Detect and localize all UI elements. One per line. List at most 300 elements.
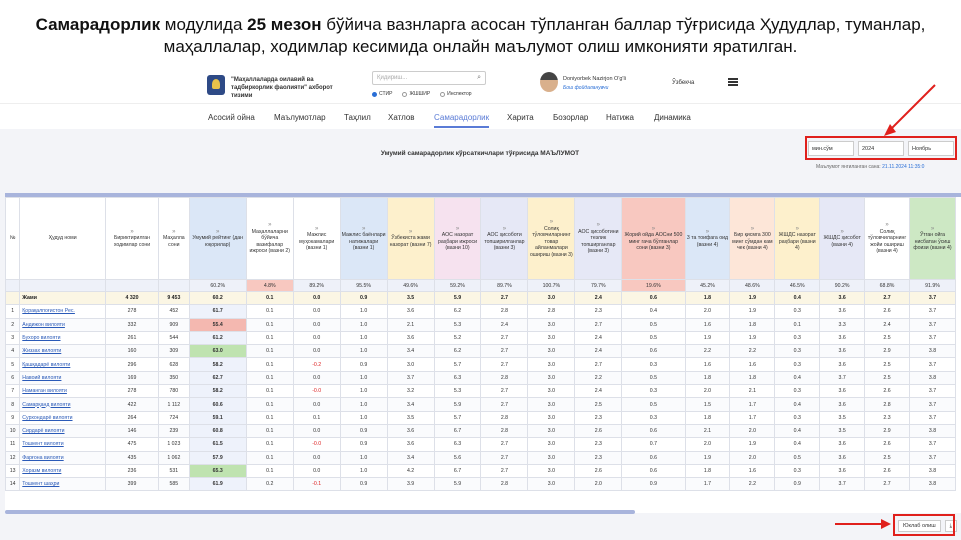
table-cell: 0.1: [246, 385, 293, 398]
table-cell: 3.8: [909, 464, 955, 477]
table-cell: 350: [159, 371, 190, 384]
column-header[interactable]: » Солиқ тўловчиларнинг товар айланмалари ошириш (вазни 3): [528, 198, 575, 280]
system-title: "Маҳаллаларда оилавий ва тадбиркорлик фаолияти" ахборот тизими: [231, 77, 333, 99]
table-cell: 2.4: [575, 292, 622, 305]
table-cell: 3.6: [820, 385, 865, 398]
table-cell: 3.7: [909, 385, 955, 398]
table-cell[interactable]: Тошкент шаҳри: [20, 478, 106, 491]
table-cell: 3.2: [387, 385, 434, 398]
table-cell: 2.4: [865, 318, 910, 331]
table-cell: 0.3: [775, 411, 820, 424]
table-cell: 2.2: [730, 478, 775, 491]
column-header[interactable]: » АОС ҳисоботини тезлик топширганлар (вазни 3): [575, 198, 622, 280]
table-cell: 3.6: [387, 438, 434, 451]
column-header[interactable]: » 3 та тоифага оид (вазни 4): [685, 198, 730, 280]
table-cell: 19.6%: [622, 280, 685, 292]
table-cell: [6, 280, 20, 292]
table-cell: 296: [105, 358, 158, 371]
nav-malumotlar[interactable]: Маълумотлар: [274, 113, 326, 122]
table-title: Умумий самарадорлик кўрсаткичлари тўғрисида МАЪЛУМОТ: [380, 150, 580, 157]
table-cell: -0.1: [293, 478, 340, 491]
table-row: [6, 411, 956, 424]
table-cell: [6, 292, 20, 305]
table-cell: 3.7: [909, 398, 955, 411]
table-cell: 422: [105, 398, 158, 411]
column-header[interactable]: » Мажлис баёнлари натижалари (вазни 1): [340, 198, 387, 280]
radio-inspector[interactable]: Инспектор: [440, 91, 471, 97]
table-cell: 2.8: [481, 371, 528, 384]
table-cell: 61.7: [189, 305, 246, 318]
table-cell[interactable]: Жиззах вилояти: [20, 345, 106, 358]
table-cell: 3.6: [820, 345, 865, 358]
table-cell: 3.0: [528, 345, 575, 358]
table-cell: 3.7: [909, 451, 955, 464]
table-cell: 60.8: [189, 424, 246, 437]
table-cell: 4: [6, 345, 20, 358]
table-cell: 1 023: [159, 438, 190, 451]
export-button[interactable]: Юклаб олиш: [898, 520, 941, 532]
table-cell: 0.4: [775, 292, 820, 305]
table-row: [6, 358, 956, 371]
table-cell: 0.4: [775, 371, 820, 384]
table-cell[interactable]: Тошкент вилояти: [20, 438, 106, 451]
table-cell: 61.5: [189, 438, 246, 451]
table-cell: 0.6: [622, 292, 685, 305]
table-cell: 60.2: [189, 292, 246, 305]
table-cell: 1.0: [340, 451, 387, 464]
table-cell: 1.8: [685, 464, 730, 477]
table-cell: 2.8: [481, 305, 528, 318]
table-cell: 3.7: [909, 331, 955, 344]
table-cell: 0.0: [293, 345, 340, 358]
table-cell: 0.0: [293, 371, 340, 384]
table-cell: 0.0: [293, 292, 340, 305]
table-cell: 264: [105, 411, 158, 424]
horizontal-scrollbar[interactable]: [5, 510, 635, 514]
table-cell: 169: [105, 371, 158, 384]
table-cell: 1.0: [340, 411, 387, 424]
table-cell: 3.8: [909, 371, 955, 384]
table-cell: 3.0: [528, 424, 575, 437]
table-row: [6, 451, 956, 464]
table-cell: 3.7: [909, 438, 955, 451]
table-cell: 0.0: [293, 305, 340, 318]
table-cell: 435: [105, 451, 158, 464]
table-cell: 0.0: [293, 451, 340, 464]
table-cell[interactable]: Хоразм вилояти: [20, 464, 106, 477]
table-cell: 0.1: [246, 424, 293, 437]
table-cell: 68.8%: [865, 280, 910, 292]
table-cell: 12: [6, 451, 20, 464]
table-cell: 2.6: [865, 464, 910, 477]
table-cell: 6: [6, 371, 20, 384]
column-header[interactable]: » Жорий ойда АОСни 500 минг гача бўлганлар сони (вазни 3): [622, 198, 685, 280]
table-cell[interactable]: Қорақалпоғистон Рес.: [20, 305, 106, 318]
table-cell: 0.0: [293, 331, 340, 344]
table-cell: 1: [6, 305, 20, 318]
table-cell: 0.5: [622, 371, 685, 384]
table-cell: 3.7: [909, 318, 955, 331]
table-cell: 0.1: [775, 318, 820, 331]
table-cell: 45.2%: [685, 280, 730, 292]
table-cell: 399: [105, 478, 158, 491]
table-cell: 531: [159, 464, 190, 477]
table-cell: 1.0: [340, 345, 387, 358]
table-cell[interactable]: Навоий вилояти: [20, 371, 106, 384]
table-cell: 2.6: [865, 438, 910, 451]
table-cell: 2.7: [865, 292, 910, 305]
table-cell: 2.7: [481, 345, 528, 358]
table-cell: 3.6: [820, 305, 865, 318]
table-cell: 0.1: [246, 411, 293, 424]
table-cell: 9 453: [159, 292, 190, 305]
table-cell: 0.5: [622, 331, 685, 344]
table-cell: 3.0: [528, 451, 575, 464]
table-cell: 4.2: [387, 464, 434, 477]
main-nav: [0, 103, 961, 129]
table-cell: 3.0: [528, 464, 575, 477]
table-cell: 10: [6, 424, 20, 437]
table-cell: 14: [6, 478, 20, 491]
table-row: [6, 385, 956, 398]
table-cell: [105, 280, 158, 292]
table-cell: 3.5: [820, 411, 865, 424]
table-cell: 475: [105, 438, 158, 451]
table-cell: 1.8: [685, 411, 730, 424]
table-cell: 3.6: [820, 331, 865, 344]
table-cell: 2.8: [481, 424, 528, 437]
table-cell: 8: [6, 398, 20, 411]
table-cell: 63.0: [189, 345, 246, 358]
table-cell: 2.9: [865, 424, 910, 437]
table-cell: 1.6: [730, 358, 775, 371]
month-select[interactable]: Ноябрь: [908, 141, 954, 156]
column-header[interactable]: » Ўтган ойга нисбатан ўсиш фоизи (вазни 4): [909, 198, 955, 280]
table-cell: 59.1: [189, 411, 246, 424]
table-cell: 3.5: [820, 424, 865, 437]
nav-dinamika[interactable]: Динамика: [654, 113, 691, 122]
table-cell: 3.6: [820, 451, 865, 464]
table-cell[interactable]: Андижон вилояти: [20, 318, 106, 331]
nav-hatlov[interactable]: Хатлов: [388, 113, 415, 122]
table-cell: 0.1: [246, 331, 293, 344]
table-cell: 0.9: [340, 424, 387, 437]
table-cell: 2.7: [481, 292, 528, 305]
table-cell: 2.0: [575, 478, 622, 491]
table-cell: 1.8: [730, 371, 775, 384]
table-cell: 2.9: [865, 345, 910, 358]
table-cell: 2.7: [481, 331, 528, 344]
table-cell: 0.1: [246, 345, 293, 358]
table-cell: 3.6: [387, 331, 434, 344]
table-cell: 2.0: [685, 438, 730, 451]
table-cell: 0.3: [775, 385, 820, 398]
table-cell: 1 062: [159, 451, 190, 464]
nav-samaradorlik[interactable]: Самарадорлик: [434, 113, 489, 128]
table-cell: 3.4: [387, 398, 434, 411]
table-cell: 0.2: [246, 478, 293, 491]
table-cell: 0.5: [775, 451, 820, 464]
table-cell[interactable]: Бухоро вилояти: [20, 331, 106, 344]
table-cell: 0.1: [246, 305, 293, 318]
radio-stir[interactable]: СТИР: [372, 91, 392, 97]
table-cell: 3.7: [909, 292, 955, 305]
column-header[interactable]: » Бир қисмга 300 минг сўмдан кам чек (вазни 4): [730, 198, 775, 280]
table-cell[interactable]: Фарғона вилояти: [20, 451, 106, 464]
table-cell: 5.9: [434, 478, 481, 491]
table-cell: 2.7: [481, 385, 528, 398]
table-cell: 5.9: [434, 398, 481, 411]
table-cell: 62.7: [189, 371, 246, 384]
nav-tahlil[interactable]: Таҳлил: [344, 113, 371, 122]
table-cell: 6.7: [434, 464, 481, 477]
table-cell: 5.2: [434, 331, 481, 344]
table-cell: 95.5%: [340, 280, 387, 292]
table-cell: 2.5: [865, 371, 910, 384]
table-cell: 0.1: [246, 398, 293, 411]
table-cell: 5.7: [434, 358, 481, 371]
table-cell: 1.8: [685, 371, 730, 384]
table-cell: 1.8: [685, 292, 730, 305]
table-cell: 3.0: [528, 411, 575, 424]
table-cell: 3.7: [909, 358, 955, 371]
user-avatar[interactable]: [540, 72, 558, 92]
column-header[interactable]: №: [6, 198, 20, 280]
table-cell: 1 112: [159, 398, 190, 411]
table-cell: 3.6: [820, 358, 865, 371]
table-row: [6, 464, 956, 477]
table-cell: 1.0: [340, 398, 387, 411]
table-cell: 3.6: [820, 464, 865, 477]
year-select[interactable]: 2024: [858, 141, 904, 156]
table-cell: 2.3: [865, 411, 910, 424]
table-cell: 2.7: [481, 438, 528, 451]
table-cell: 0.9: [775, 478, 820, 491]
table-cell: 2.6: [575, 464, 622, 477]
column-header[interactable]: » Бириктирилган ходимлар сони: [105, 198, 158, 280]
table-cell[interactable]: Самарқанд вилояти: [20, 398, 106, 411]
table-cell: 1.0: [340, 305, 387, 318]
table-cell: 2.2: [575, 371, 622, 384]
search-input[interactable]: Қидириш... ⌕: [372, 71, 486, 85]
table-cell: 3.7: [909, 411, 955, 424]
table-cell: 6.2: [434, 305, 481, 318]
column-header[interactable]: » АОС ҳисоботи топширилганлар (вазни 3): [481, 198, 528, 280]
table-cell: 1.7: [730, 398, 775, 411]
table-cell: 2.7: [481, 451, 528, 464]
table-cell: 0.6: [622, 451, 685, 464]
download-icon[interactable]: ⤓: [945, 520, 957, 532]
table-cell: 0.0: [293, 424, 340, 437]
table-cell: 0.1: [246, 371, 293, 384]
table-cell: 0.1: [246, 451, 293, 464]
table-cell: 0.3: [622, 411, 685, 424]
table-cell: 3.0: [528, 292, 575, 305]
table-cell: 0.1: [246, 358, 293, 371]
table-cell: 6.3: [434, 371, 481, 384]
emblem-logo: [207, 75, 225, 95]
table-cell: 585: [159, 478, 190, 491]
table-cell: 2.7: [481, 358, 528, 371]
table-cell: 3.6: [820, 438, 865, 451]
table-cell: 9: [6, 411, 20, 424]
nav-bozorlar[interactable]: Бозорлар: [553, 113, 589, 122]
table-cell: 2.8: [481, 411, 528, 424]
table-cell: 46.5%: [775, 280, 820, 292]
arrow-to-export: [835, 515, 893, 531]
table-cell: 261: [105, 331, 158, 344]
table-cell: 48.6%: [730, 280, 775, 292]
search-mode-radios: [372, 91, 472, 97]
column-header[interactable]: » Умумий рейтинг (дан юқорилар): [189, 198, 246, 280]
table-cell: 0.4: [775, 398, 820, 411]
efficiency-table: [5, 193, 961, 513]
column-header[interactable]: » Маҳалла сони: [159, 198, 190, 280]
app-header: [0, 63, 961, 103]
total-row: [6, 292, 956, 305]
table-row: [6, 424, 956, 437]
table-cell: 0.9: [622, 478, 685, 491]
table-cell: 239: [159, 424, 190, 437]
search-icon[interactable]: ⌕: [477, 74, 481, 81]
column-header[interactable]: » Маҳаллаларни бўйича вазифалар ижроси (вазни 2): [246, 198, 293, 280]
table-cell: 6.3: [434, 438, 481, 451]
table-cell[interactable]: Қашқадарё вилояти: [20, 358, 106, 371]
table-cell: 2.6: [575, 424, 622, 437]
table-cell: 1.9: [685, 451, 730, 464]
table-cell: 0.9: [340, 438, 387, 451]
table-cell: 0.0: [293, 318, 340, 331]
table-cell: 2.4: [481, 318, 528, 331]
table-cell: 2.5: [575, 398, 622, 411]
table-cell: 61.9: [189, 478, 246, 491]
table-cell: -0.0: [293, 438, 340, 451]
table-cell[interactable]: Наманган вилояти: [20, 385, 106, 398]
table-cell: Жами: [20, 292, 106, 305]
table-cell: [159, 280, 190, 292]
table-cell: 1.6: [685, 318, 730, 331]
table-cell: 1.9: [730, 305, 775, 318]
table-cell: 2.1: [685, 424, 730, 437]
table-cell: 0.3: [775, 464, 820, 477]
slide-caption: Самарадорлик модулида 25 мезон бўйича вазнларга асосан тўпланган баллар тўғрисида Ҳудудлар, туманлар, маҳаллалар, ходимлар кесимида онлайн маълумот олиш имконияти яратилган.: [35, 15, 926, 56]
table-cell: 0.4: [775, 424, 820, 437]
table-cell: 65.3: [189, 464, 246, 477]
table-cell: 2.7: [575, 318, 622, 331]
table-cell: 0.1: [293, 411, 340, 424]
table-cell: 2.4: [575, 331, 622, 344]
table-cell: 0.5: [622, 318, 685, 331]
table-cell: 2.7: [865, 478, 910, 491]
nav-natija[interactable]: Натижа: [606, 113, 634, 122]
table-cell: 2.7: [481, 464, 528, 477]
column-header[interactable]: » Ўзбекиста жами назорат (вазни 7): [387, 198, 434, 280]
column-header[interactable]: » АОС назорат раҳбари ижроси (вазни 10): [434, 198, 481, 280]
table-cell: 3: [6, 331, 20, 344]
table-cell: 2.8: [865, 398, 910, 411]
nav-harita[interactable]: Харита: [507, 113, 534, 122]
table-cell: 1.9: [730, 292, 775, 305]
table-cell: 2.2: [685, 345, 730, 358]
table-cell: 5.3: [434, 385, 481, 398]
table-cell: 3.0: [528, 358, 575, 371]
table-cell: 0.1: [246, 438, 293, 451]
column-header[interactable]: » ЖШДС ҳисобот (вазни 4): [820, 198, 865, 280]
user-name: Doniyorbek Nazirjon O'g'li: [563, 76, 626, 82]
table-cell: 3.0: [387, 358, 434, 371]
table-cell: 2.4: [575, 345, 622, 358]
table-cell: 3.0: [528, 478, 575, 491]
table-cell: 0.9: [340, 478, 387, 491]
table-cell: 5.3: [434, 318, 481, 331]
table-cell: 0.7: [622, 438, 685, 451]
unit-select[interactable]: мин.сўм: [808, 141, 854, 156]
hamburger-menu-icon[interactable]: [728, 78, 738, 86]
table-cell[interactable]: Сирдарё вилояти: [20, 424, 106, 437]
table-cell: 2.6: [865, 385, 910, 398]
table-row: [6, 331, 956, 344]
table-cell: 3.5: [387, 292, 434, 305]
table-cell: 2.3: [575, 411, 622, 424]
table-cell[interactable]: Сурхондарё вилояти: [20, 411, 106, 424]
table-cell: 0.3: [622, 358, 685, 371]
table-cell: 0.0: [293, 464, 340, 477]
table-cell: 628: [159, 358, 190, 371]
updated-at: Маълумот янгиланган сана: 21.11.2024 11:35:0: [816, 164, 925, 170]
table-cell: 0.1: [246, 318, 293, 331]
table-cell: 332: [105, 318, 158, 331]
table-cell: 79.7%: [575, 280, 622, 292]
nav-asosiy[interactable]: Асосий ойна: [208, 113, 255, 122]
table-cell: 3.7: [909, 305, 955, 318]
table-cell: 1.7: [685, 478, 730, 491]
table-cell: 278: [105, 305, 158, 318]
table-cell: 2.3: [575, 305, 622, 318]
table-cell: 5.6: [434, 451, 481, 464]
column-header[interactable]: » Мажлис муҳокамалари (вазни 1): [293, 198, 340, 280]
table-cell: 2.1: [387, 318, 434, 331]
table-cell: 2.2: [730, 345, 775, 358]
column-header[interactable]: Ҳудуд номи: [20, 198, 106, 280]
table-cell: 3.0: [528, 385, 575, 398]
radio-jshshir[interactable]: ЖШШИР: [402, 91, 430, 97]
table-cell: 1.0: [340, 385, 387, 398]
table-cell: 2.1: [730, 385, 775, 398]
table-cell: 3.0: [528, 398, 575, 411]
table-cell: 0.6: [622, 464, 685, 477]
column-header[interactable]: » ЖШДС назорат раҳбари (вазни 4): [775, 198, 820, 280]
table-cell: 11: [6, 438, 20, 451]
table-cell: 160: [105, 345, 158, 358]
table-cell: 1.9: [685, 331, 730, 344]
table-cell: 3.7: [387, 371, 434, 384]
table-cell: 3.4: [387, 451, 434, 464]
table-cell: 1.5: [685, 398, 730, 411]
table-cell: 3.0: [528, 318, 575, 331]
table-cell: 1.9: [730, 331, 775, 344]
table-cell: 55.4: [189, 318, 246, 331]
table-cell: 3.6: [387, 424, 434, 437]
table-row: [6, 305, 956, 318]
table-cell: 13: [6, 464, 20, 477]
language-select[interactable]: Ўзбекча: [672, 80, 695, 86]
table-cell: 90.2%: [820, 280, 865, 292]
column-header[interactable]: » Солиқ тўловчиларнинг жойи ошириш (вазни 4): [865, 198, 910, 280]
table-cell: 0.3: [775, 305, 820, 318]
table-cell: 1.7: [730, 411, 775, 424]
table-cell: 2.0: [730, 451, 775, 464]
table-cell: 3.6: [387, 305, 434, 318]
